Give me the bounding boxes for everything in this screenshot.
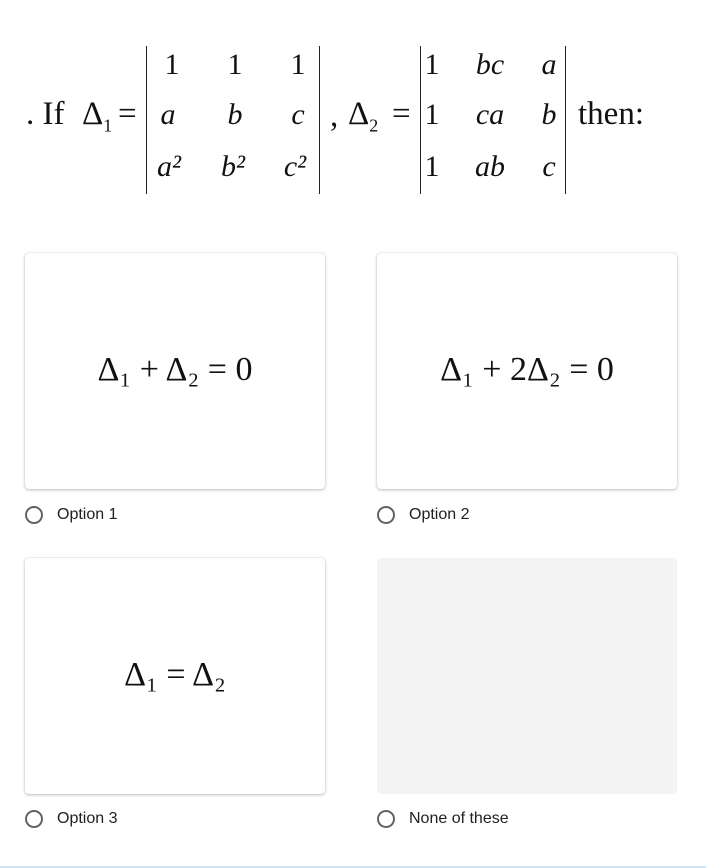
det1-cell: c bbox=[291, 98, 305, 131]
option-3-label: Option 3 bbox=[57, 810, 118, 827]
det1-cell: c² bbox=[283, 150, 307, 183]
question-suffix: then: bbox=[578, 96, 644, 132]
option-3-radio[interactable] bbox=[25, 806, 117, 832]
det2-cell: b bbox=[541, 98, 557, 131]
radio-circle-icon[interactable] bbox=[377, 506, 395, 524]
det1-cell: 1 bbox=[164, 48, 180, 81]
option-3-image[interactable] bbox=[25, 558, 325, 794]
option-2-label: Option 2 bbox=[409, 506, 470, 523]
option-4-label: None of these bbox=[409, 810, 509, 827]
option-1-formula: Δ₁ + Δ₂ = 0 bbox=[97, 351, 253, 388]
question-prefix: . If bbox=[26, 96, 65, 132]
det1-cell: a bbox=[160, 98, 176, 131]
det2-cell: a bbox=[541, 48, 557, 81]
delta-1-symbol: $\Delta_1$ bbox=[82, 96, 113, 136]
det1-cell: b bbox=[227, 98, 243, 131]
det1-cell: a² bbox=[157, 150, 181, 183]
option-2-radio[interactable] bbox=[377, 502, 469, 528]
option-4-placeholder bbox=[377, 558, 677, 794]
option-1-image[interactable] bbox=[25, 253, 325, 489]
det2-cell: bc bbox=[475, 48, 505, 81]
radio-circle-icon[interactable] bbox=[25, 810, 43, 828]
det2-cell: c bbox=[542, 150, 556, 183]
option-3-formula: Δ₁ = Δ₂ bbox=[124, 656, 226, 693]
det1-cell: 1 bbox=[227, 48, 243, 81]
option-1-radio[interactable] bbox=[25, 502, 117, 528]
det2-cell: 1 bbox=[424, 98, 440, 131]
option-2-formula: Δ₁ + 2Δ₂ = 0 bbox=[440, 351, 614, 388]
radio-circle-icon[interactable] bbox=[25, 506, 43, 524]
determinant-2 bbox=[420, 46, 566, 194]
radio-circle-icon[interactable] bbox=[377, 810, 395, 828]
det2-cell: 1 bbox=[424, 150, 440, 183]
question-image bbox=[0, 0, 706, 230]
option-4-radio[interactable] bbox=[377, 806, 509, 832]
determinant-1 bbox=[146, 46, 320, 194]
equals-sign-2: = bbox=[392, 96, 411, 132]
equals-sign-1: = bbox=[118, 96, 137, 132]
det2-cell: 1 bbox=[424, 48, 440, 81]
separator-comma: , bbox=[330, 98, 339, 134]
det2-cell: ab bbox=[475, 150, 505, 183]
option-2-image[interactable] bbox=[377, 253, 677, 489]
option-1-label: Option 1 bbox=[57, 506, 118, 523]
det2-cell: ca bbox=[475, 98, 505, 131]
det1-cell: b² bbox=[221, 150, 245, 183]
det1-cell: 1 bbox=[290, 48, 306, 81]
delta-2-symbol: $\Delta_2$ bbox=[348, 96, 379, 136]
